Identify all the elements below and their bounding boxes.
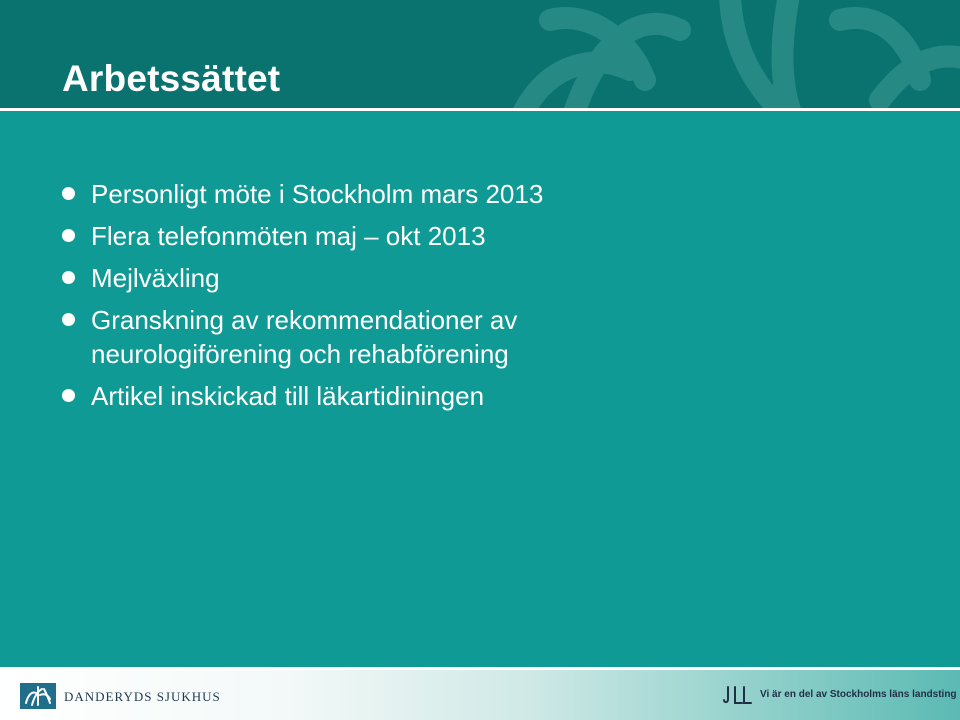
slide-header bbox=[0, 0, 960, 108]
bullet-dot-icon bbox=[62, 313, 75, 326]
bullet-item bbox=[62, 303, 702, 371]
bullet-dot-icon bbox=[62, 187, 75, 200]
bullet-dot-icon bbox=[62, 271, 75, 284]
bullet-dot-icon bbox=[62, 229, 75, 242]
decorative-emblem-graphic bbox=[480, 0, 960, 108]
bullet-item bbox=[62, 379, 702, 413]
danderyd-hospital-emblem-icon bbox=[20, 683, 56, 709]
sll-logo-icon bbox=[722, 685, 752, 705]
bullet-item bbox=[62, 261, 702, 295]
bullet-text: Mejlväxling bbox=[91, 263, 220, 293]
bullet-item bbox=[62, 219, 702, 253]
bullet-text: Flera telefonmöten maj – okt 2013 bbox=[91, 221, 486, 251]
bullet-list bbox=[62, 177, 702, 421]
bullet-dot-icon bbox=[62, 389, 75, 402]
bullet-item bbox=[62, 177, 702, 211]
slide-footer bbox=[0, 670, 960, 720]
hospital-name-text: DANDERYDS SJUKHUS bbox=[64, 689, 221, 704]
slide-content bbox=[0, 111, 960, 667]
bullet-text: Granskning av rekommendationer av neurologiförening och rehabförening bbox=[91, 305, 518, 369]
county-council-text: Vi är en del av Stockholms läns landsting bbox=[760, 689, 957, 700]
bullet-text: Artikel inskickad till läkartidiningen bbox=[91, 381, 485, 411]
slide-title: Arbetssättet bbox=[62, 58, 281, 99]
bullet-text: Personligt möte i Stockholm mars 2013 bbox=[91, 179, 544, 209]
